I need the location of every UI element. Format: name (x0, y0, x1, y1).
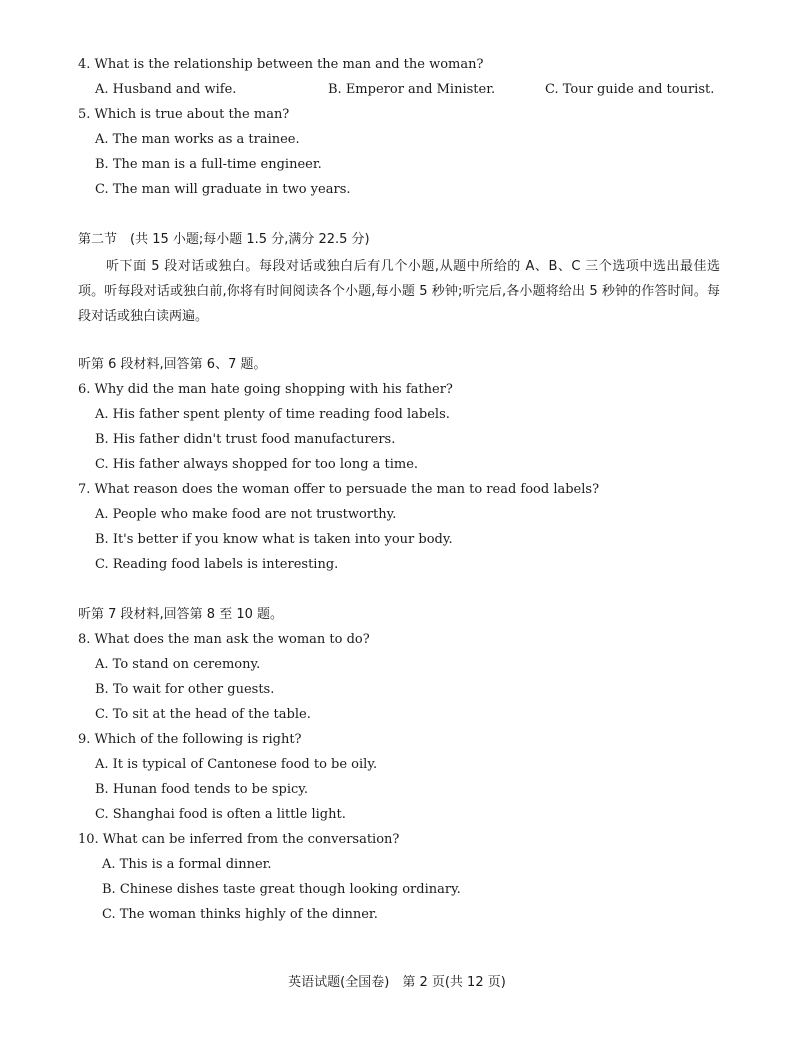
question-6-option-a: A. His father spent plenty of time reading food labels. (95, 407, 450, 422)
question-9-stem: 9. Which of the following is right? (78, 732, 302, 747)
question-4-option-a: A. Husband and wife. (95, 82, 237, 97)
question-10-stem: 10. What can be inferred from the conversation? (78, 832, 400, 847)
question-10-option-b: B. Chinese dishes taste great though looking ordinary. (102, 882, 461, 897)
question-8-option-b: B. To wait for other guests. (95, 682, 275, 697)
page-footer: 英语试题(全国卷) 第 2 页(共 12 页) (288, 975, 506, 990)
question-5-option-a: A. The man works as a trainee. (95, 132, 300, 147)
question-7-option-b: B. It's better if you know what is taken into your body. (95, 532, 453, 547)
section-2-instructions: 听下面 5 段对话或独白。每段对话或独白后有几个小题,从题中所给的 A、B、C 三个选项中选出最佳选项。听每段对话或独白前,你将有时间阅读各个小题,每小题 5 秒钟;听完后,各小题将给出 5 秒钟的作答时间。每段对话或独白读两遍。 (78, 259, 720, 324)
question-6-option-b: B. His father didn't trust food manufacturers. (95, 432, 396, 447)
question-5-option-c: C. The man will graduate in two years. (95, 182, 351, 197)
question-9-option-b: B. Hunan food tends to be spicy. (95, 782, 309, 797)
question-4-option-b: B. Emperor and Minister. (328, 82, 496, 97)
question-7-stem: 7. What reason does the woman offer to persuade the man to read food labels? (78, 482, 600, 497)
question-8-option-a: A. To stand on ceremony. (95, 657, 261, 672)
material-6-heading: 听第 6 段材料,回答第 6、7 题。 (78, 357, 267, 372)
material-7-heading: 听第 7 段材料,回答第 8 至 10 题。 (78, 607, 284, 622)
question-9-option-c: C. Shanghai food is often a little light. (95, 807, 346, 822)
question-8-option-c: C. To sit at the head of the table. (95, 707, 311, 722)
question-6-stem: 6. Why did the man hate going shopping with his father? (78, 382, 453, 397)
question-5-option-b: B. The man is a full-time engineer. (95, 157, 322, 172)
question-9-option-a: A. It is typical of Cantonese food to be oily. (95, 757, 378, 772)
question-8-stem: 8. What does the man ask the woman to do? (78, 632, 370, 647)
question-7-option-a: A. People who make food are not trustworthy. (95, 507, 397, 522)
question-4-stem: 4. What is the relationship between the man and the woman? (78, 57, 484, 72)
question-4-option-c: C. Tour guide and tourist. (545, 82, 715, 97)
question-6-option-c: C. His father always shopped for too long a time. (95, 457, 419, 472)
question-10-option-a: A. This is a formal dinner. (102, 857, 272, 872)
question-7-option-c: C. Reading food labels is interesting. (95, 557, 339, 572)
question-5-stem: 5. Which is true about the man? (78, 107, 290, 122)
question-10-option-c: C. The woman thinks highly of the dinner. (102, 907, 378, 922)
section-2-heading: 第二节 (共 15 小题;每小题 1.5 分,满分 22.5 分) (78, 232, 370, 247)
